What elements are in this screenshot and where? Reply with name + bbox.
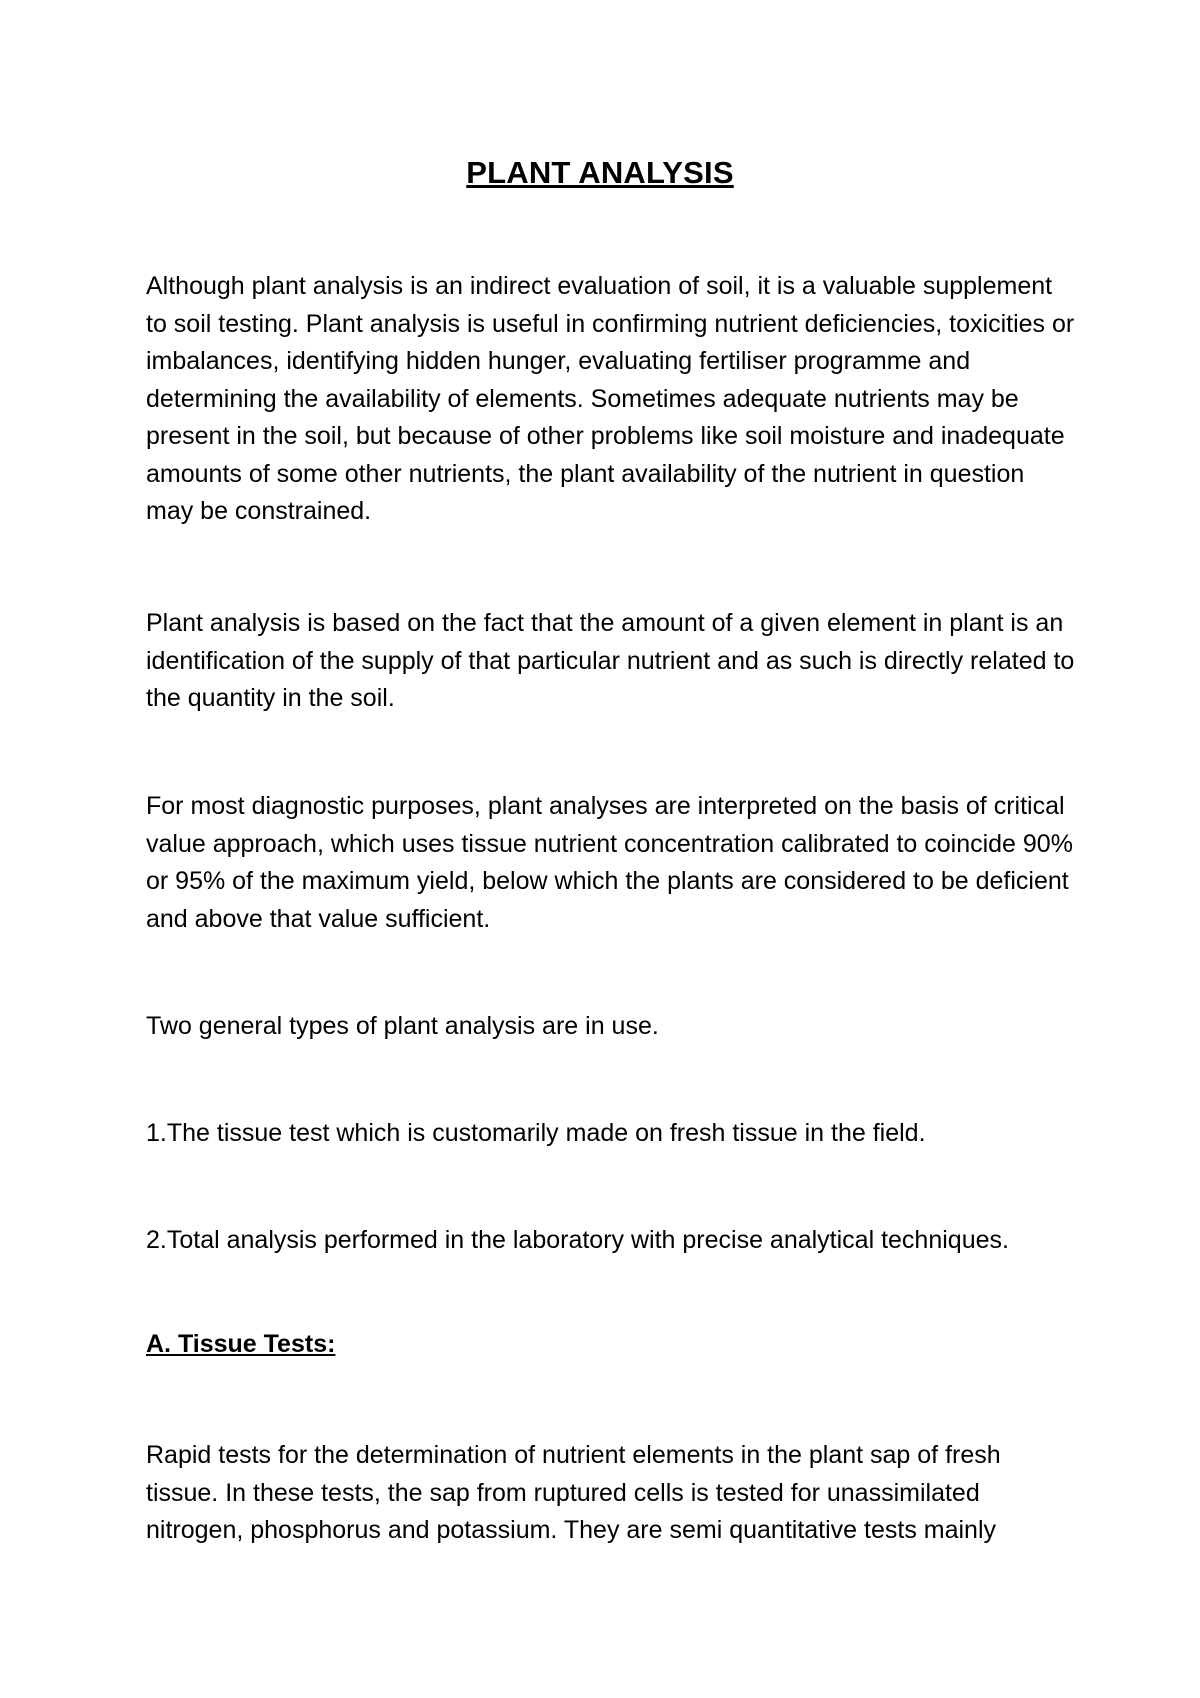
list-item-tissue-test: 1.The tissue test which is customarily made on fresh tissue in the field. [146,1119,926,1147]
page-title: PLANT ANALYSIS [466,155,734,190]
paragraph-types-intro: Two general types of plant analysis are in use. [146,1012,659,1040]
list-item-total-analysis: 2.Total analysis performed in the laboratory with precise analytical techniques. [146,1226,1009,1254]
section-heading-tissue-tests: A. Tissue Tests: [146,1330,336,1358]
paragraph-diagnostic: For most diagnostic purposes, plant analyses are interpreted on the basis of critical value approach, which uses tissue nutrient concentration calibrated to coincide 90% or 95% of the maximum yield, below which the plants are considered to be deficient and above that value sufficient. [146,792,1073,933]
paragraph-basis: Plant analysis is based on the fact that the amount of a given element in plant is an identification of the supply of that particular nutrient and as such is directly related to the quantity in the soil. [146,609,1075,712]
paragraph-tissue-tests: Rapid tests for the determination of nutrient elements in the plant sap of fresh tissue. In these tests, the sap from ruptured cells is tested for unassimilated nitrogen, phosphorus and potassium. They are semi quantitative tests mainly [146,1441,1001,1544]
paragraph-intro: Although plant analysis is an indirect evaluation of soil, it is a valuable supplement to soil testing. Plant analysis is useful in confirming nutrient deficiencies, toxicities or imbalances, identifying hidden hunger, evaluating fertiliser programme and determining the availability of elements. Sometimes adequate nutrients may be present in the soil, but because of other problems like soil moisture and inadequate amounts of some other nutrients, the plant availability of the nutrient in question may be constrained. [146,272,1075,525]
